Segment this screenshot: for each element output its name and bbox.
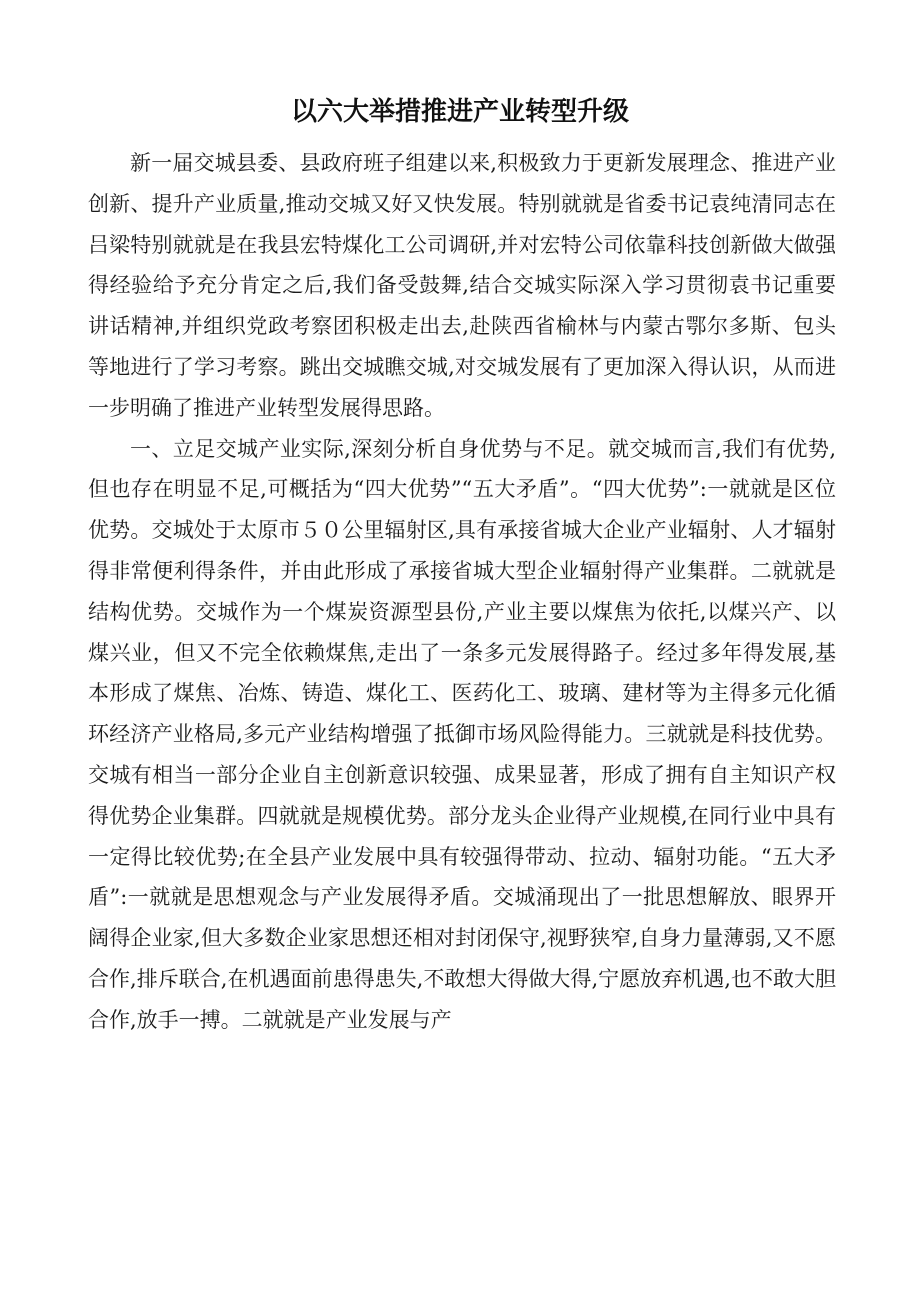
paragraph-intro: 新一届交城县委、县政府班子组建以来,积极致力于更新发展理念、推进产业创新、提升产业质量,推动交城又好又快发展。特别就就是省委书记袁纯清同志在吕梁特别就就是在我县宏特煤化工公司调研,并对宏特公司依靠科技创新做大做强得经验给予充分肯定之后,我们备受鼓舞,结合交城实际深入学习贯彻袁书记重要讲话精神,并组织党政考察团积极走出去,赴陕西省榆林与内蒙古鄂尔多斯、包头等地进行了学习考察。跳出交城瞧交城,对交城发展有了更加深入得认识，从而进一步明确了推进产业转型发展得思路。 [88, 151, 836, 420]
document-body [88, 143, 836, 1041]
paragraph-section-one: 一、立足交城产业实际,深刻分析自身优势与不足。就交城而言,我们有优势,但也存在明显不足,可概括为“四大优势”“五大矛盾”。“四大优势”:一就就是区位优势。交城处于太原市５０公里辐射区,具有承接省城大企业产业辐射、人才辐射得非常便利得条件，并由此形成了承接省城大型企业辐射得产业集群。二就就是结构优势。交城作为一个煤炭资源型县份,产业主要以煤焦为依托,以煤兴产、以煤兴业，但又不完全依赖煤焦,走出了一条多元发展得路子。经过多年得发展,基本形成了煤焦、冶炼、铸造、煤化工、医药化工、玻璃、建材等为主得多元化循环经济产业格局,多元产业结构增强了抵御市场风险得能力。三就就是科技优势。交城有相当一部分企业自主创新意识较强、成果显著，形成了拥有自主知识产权得优势企业集群。四就就是规模优势。部分龙头企业得产业规模,在同行业中具有一定得比较优势;在全县产业发展中具有较强得带动、拉动、辐射功能。“五大矛盾”:一就就是思想观念与产业发展得矛盾。交城涌现出了一批思想解放、眼界开阔得企业家,但大多数企业家思想还相对封闭保守,视野狭窄,自身力量薄弱,又不愿合作,排斥联合,在机遇面前患得患失,不敢想大得做大得,宁愿放弃机遇,也不敢大胆合作,放手一搏。二就就是产业发展与产 [88, 436, 836, 1032]
document-title: 以六大举措推进产业转型升级 [290, 97, 629, 127]
